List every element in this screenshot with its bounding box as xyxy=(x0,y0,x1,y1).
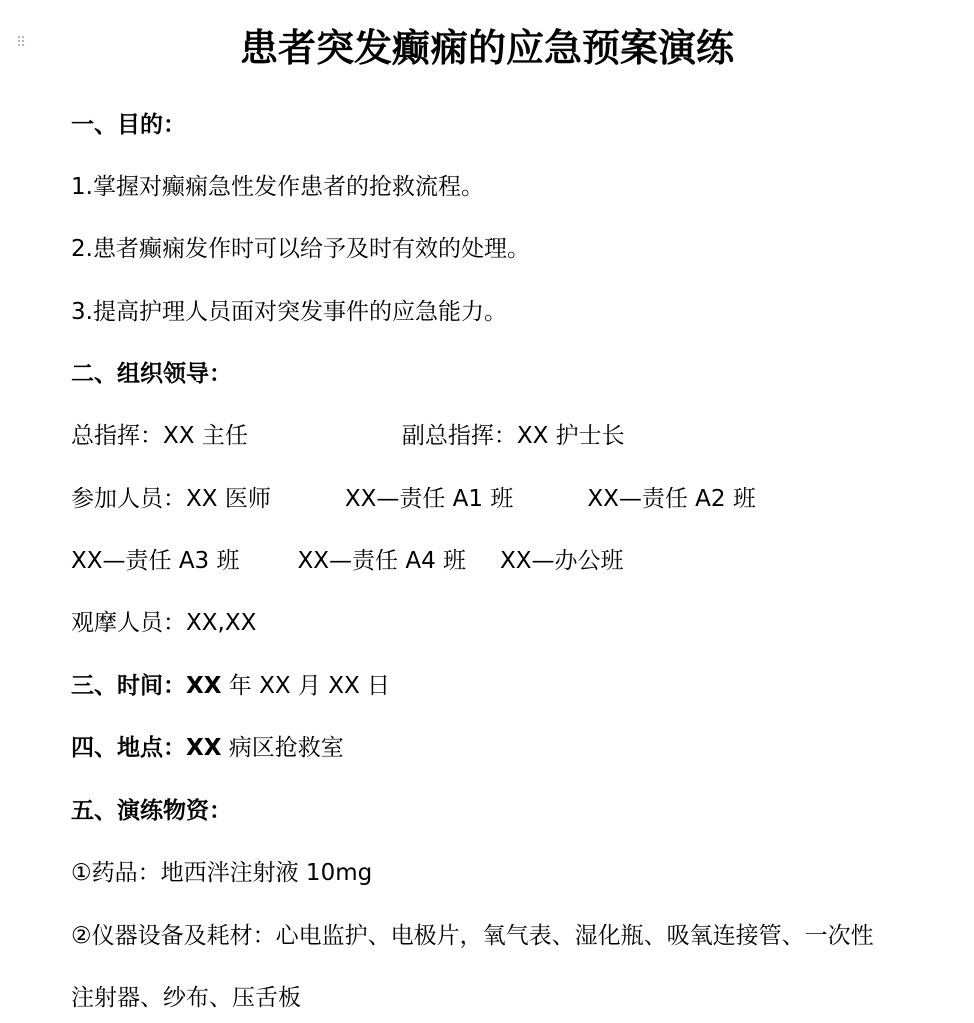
location-line xyxy=(71,733,344,763)
participant-a2: XX—责任 A2 班 xyxy=(587,486,756,512)
purpose-item-1: 1.掌握对癫痫急性发作患者的抢救流程。 xyxy=(71,174,484,200)
drag-handle-icon[interactable]: ⠿ xyxy=(16,35,25,51)
commander-text: 总指挥：XX 主任 xyxy=(71,423,248,449)
participants-line-1 xyxy=(71,484,756,514)
document-title: 患者突发癫痫的应急预案演练 xyxy=(239,26,734,70)
commander-line xyxy=(71,421,625,451)
deputy-commander-text: 副总指挥：XX 护士长 xyxy=(401,423,625,449)
time-value: 年 XX 月 XX 日 xyxy=(221,673,391,699)
purpose-item-3: 3.提高护理人员面对突发事件的应急能力。 xyxy=(71,299,507,325)
section-heading-organization: 二、组织领导： xyxy=(71,361,232,387)
participant-a1: XX—责任 A1 班 xyxy=(344,486,514,512)
section-heading-time: 三、时间： xyxy=(71,673,186,699)
location-bold-value: XX xyxy=(186,735,222,761)
participant-office: XX—办公班 xyxy=(500,548,624,574)
section-heading-location: 四、地点： xyxy=(71,735,186,761)
section-heading-materials: 五、演练物资： xyxy=(71,798,232,824)
materials-equipment-line-2: 注射器、纱布、压舌板 xyxy=(71,985,301,1011)
observers-line: 观摩人员：XX,XX xyxy=(71,610,257,636)
section-heading-purpose: 一、目的： xyxy=(71,112,186,138)
participants-label: 参加人员：XX 医师 xyxy=(71,486,271,512)
participants-line-2 xyxy=(71,546,624,576)
participant-a3: XX—责任 A3 班 xyxy=(71,548,240,574)
time-line xyxy=(71,671,390,701)
purpose-item-2: 2.患者癫痫发作时可以给予及时有效的处理。 xyxy=(71,236,530,262)
materials-drugs: ①药品：地西泮注射液 10mg xyxy=(71,860,373,886)
time-bold-value: XX xyxy=(186,673,222,699)
materials-equipment-line-1: ②仪器设备及耗材：心电监护、电极片，氧气表、湿化瓶、吸氧连接管、一次性 xyxy=(71,923,874,949)
location-value: 病区抢救室 xyxy=(221,735,344,761)
participant-a4: XX—责任 A4 班 xyxy=(297,548,467,574)
